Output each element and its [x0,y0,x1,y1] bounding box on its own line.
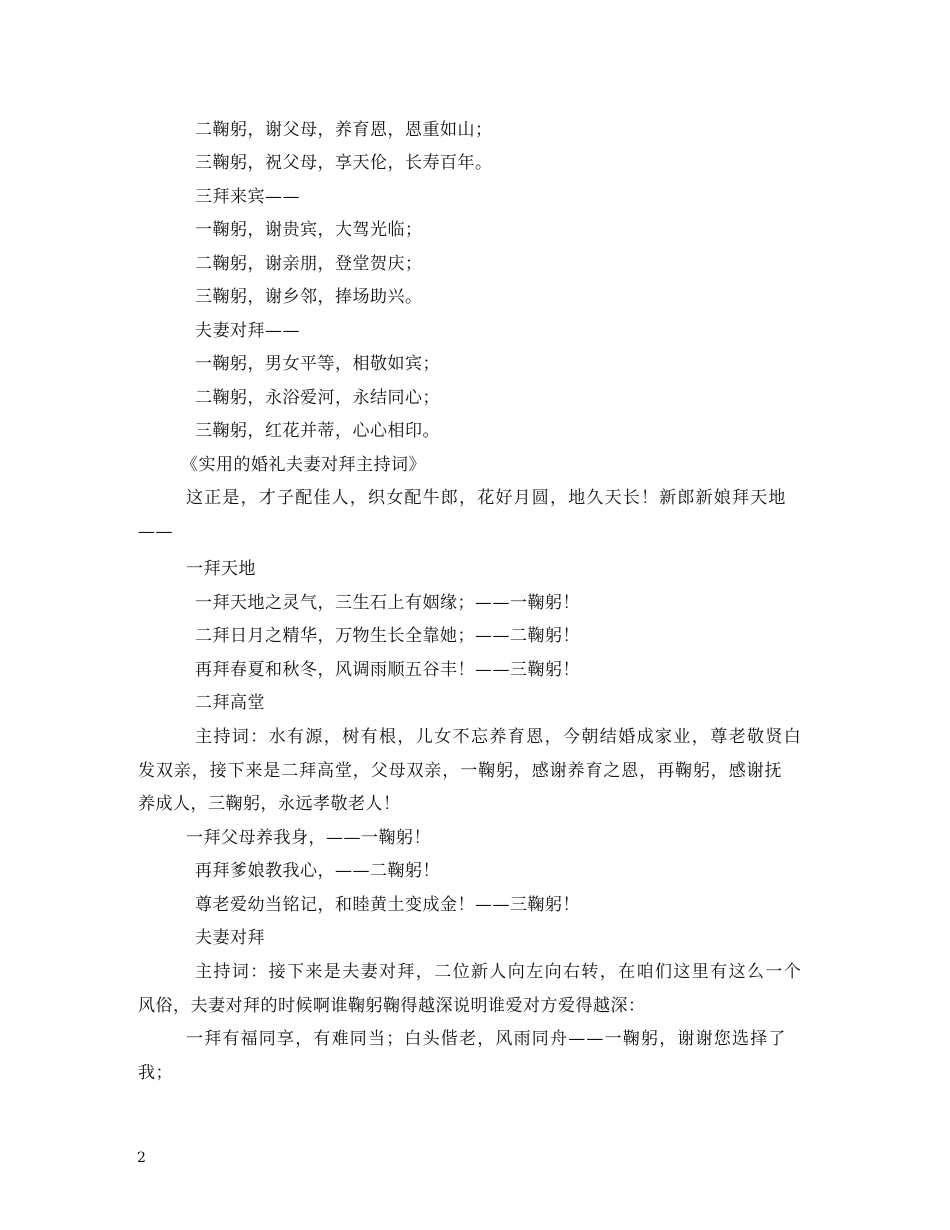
text-line: 一鞠躬，男女平等，相敬如宾； [195,354,440,374]
text-line: 尊老爱幼当铭记，和睦黄土变成金！——三鞠躬！ [195,895,580,915]
text-line: 一鞠躬，谢贵宾，大驾光临； [195,220,423,240]
section-heading: 一拜天地 [186,559,256,579]
section-heading: 二拜高堂 [195,693,265,713]
text-line: 再拜春夏和秋冬，风调雨顺五谷丰！——三鞠躬！ [195,660,580,680]
text-line: 三鞠躬，红花并蒂，心心相印。 [195,421,440,441]
page-number: 2 [137,1150,146,1166]
text-line: 二鞠躬，谢亲朋，登堂贺庆； [195,254,423,274]
paragraph-line: —— [138,522,173,542]
paragraph-line: 一拜有福同享，有难同当；白头偕老，风雨同舟——一鞠躬，谢谢您选择了 [186,1029,787,1049]
section-heading: 夫妻对拜—— [195,321,300,341]
text-line: 一拜父母养我身，——一鞠躬！ [186,828,431,848]
paragraph-line: 养成人，三鞠躬，永远孝敬老人！ [138,794,401,814]
article-title: 《实用的婚礼夫妻对拜主持词》 [181,455,426,475]
text-line: 一拜天地之灵气，三生石上有姻缘；——一鞠躬！ [195,593,580,613]
text-line: 三鞠躬，谢乡邻，捧场助兴。 [195,287,423,307]
paragraph-line: 主持词：水有源，树有根，儿女不忘养育恩，今朝结婚成家业，尊老敬贤白 [195,727,803,747]
paragraph-line: 这正是，才子配佳人，织女配牛郎，花好月圆，地久天长！新郎新娘拜天地 [186,488,787,508]
paragraph-line: 我； [138,1063,173,1083]
paragraph-line: 发双亲，接下来是二拜高堂，父母双亲，一鞠躬，感谢养育之恩，再鞠躬，感谢抚 [138,761,783,781]
section-heading: 夫妻对拜 [195,928,265,948]
text-line: 二鞠躬，永浴爱河，永结同心； [195,388,440,408]
text-line: 二拜日月之精华，万物生长全靠她；——二鞠躬！ [195,626,580,646]
section-heading: 三拜来宾—— [195,187,300,207]
text-line: 二鞠躬，谢父母，养育恩，恩重如山； [195,120,493,140]
paragraph-line: 风俗，夫妻对拜的时候啊谁鞠躬鞠得越深说明谁爱对方爱得越深： [138,996,646,1016]
paragraph-line: 主持词：接下来是夫妻对拜，二位新人向左向右转，在咱们这里有这么一个 [195,962,803,982]
text-line: 再拜爹娘教我心，——二鞠躬！ [195,861,440,881]
text-line: 三鞠躬，祝父母，享天伦，长寿百年。 [195,153,493,173]
